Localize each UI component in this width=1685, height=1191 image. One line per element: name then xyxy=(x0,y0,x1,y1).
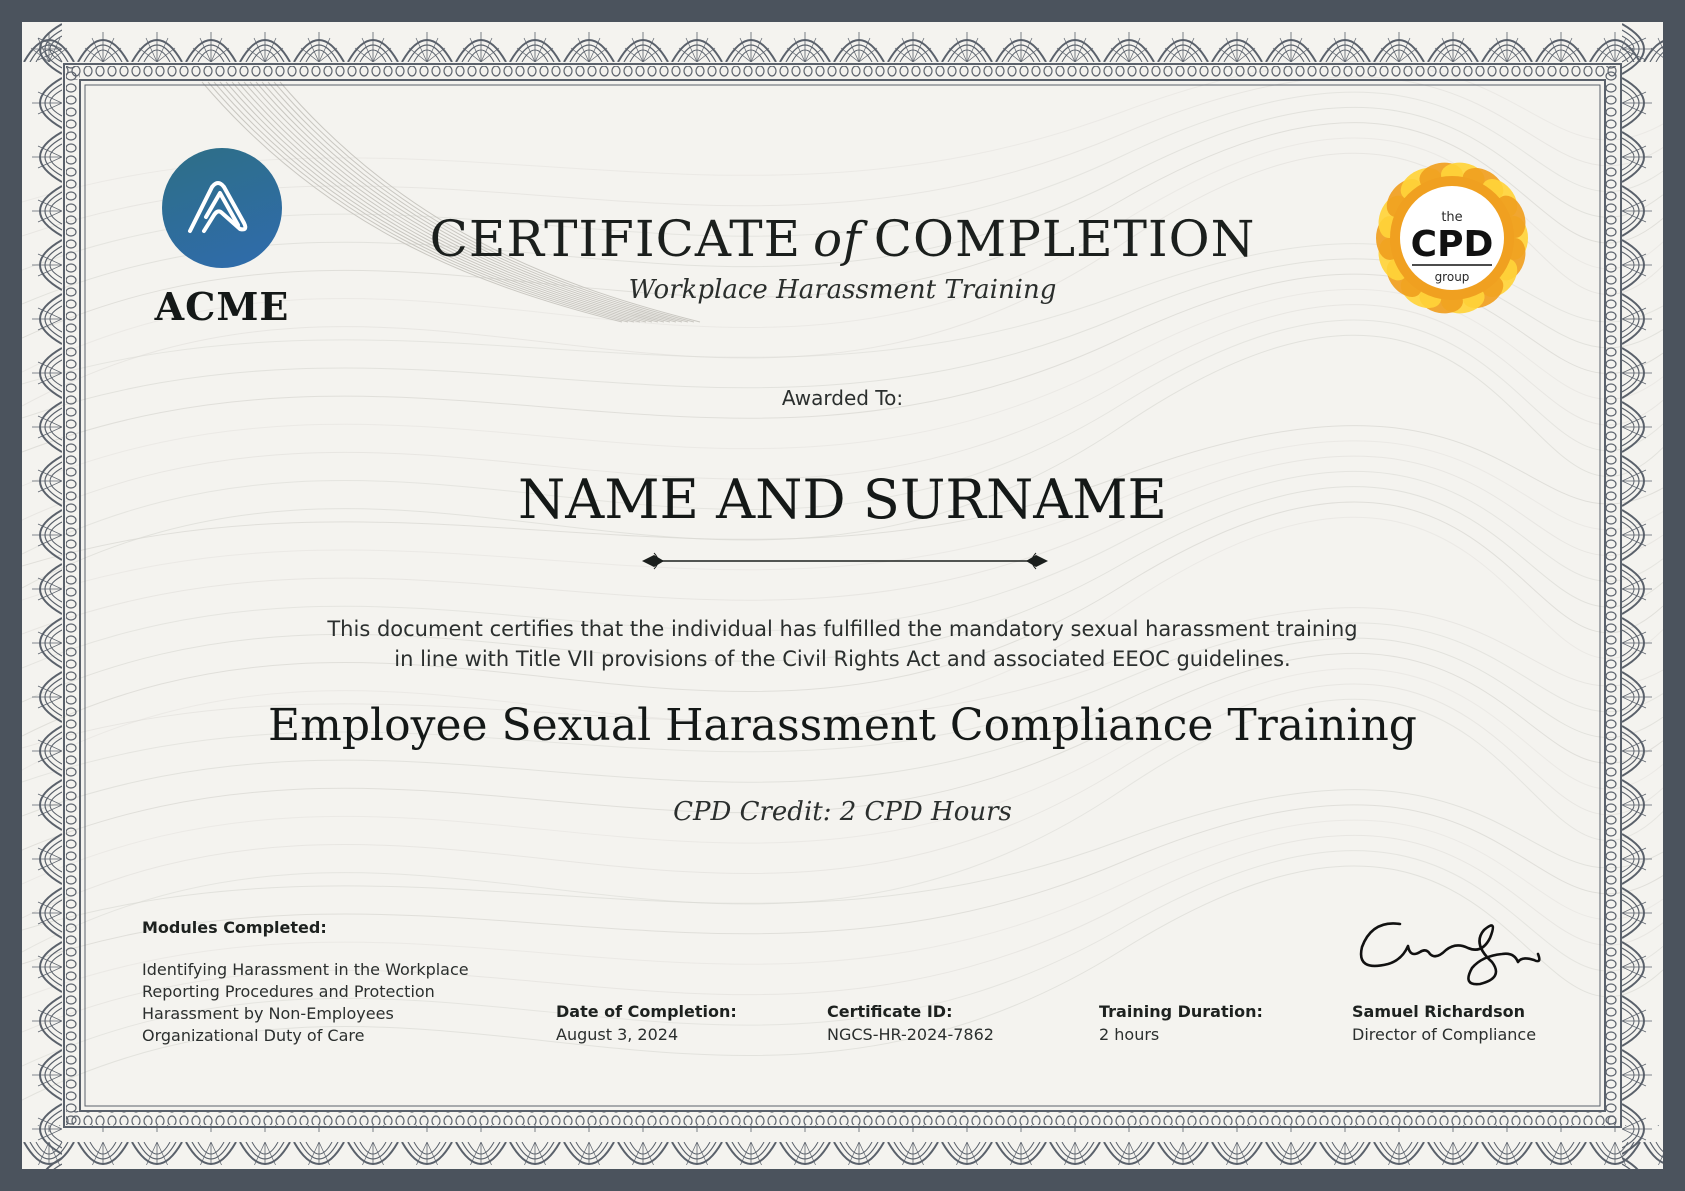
title-right: COMPLETION xyxy=(873,210,1256,268)
awarded-label: Awarded To: xyxy=(781,386,904,410)
signatory-block xyxy=(1352,1002,1572,1044)
ornamental-divider xyxy=(640,550,1050,572)
seal-bottom-text: group xyxy=(1434,270,1470,284)
signatory-title: Director of Compliance xyxy=(1352,1025,1537,1044)
module-item: Harassment by Non-Employees xyxy=(142,1004,394,1023)
modules-section xyxy=(142,918,482,1047)
title-left: CERTIFICATE xyxy=(429,210,802,268)
duration-label: Training Duration: xyxy=(1099,1002,1263,1021)
certificate-id-label: Certificate ID: xyxy=(827,1002,953,1021)
duration-block xyxy=(1099,1002,1339,1044)
module-item: Identifying Harassment in the Workplace xyxy=(142,960,469,979)
seal-main-text: CPD xyxy=(1410,224,1494,265)
completion-date-block xyxy=(556,1002,796,1044)
module-item: Organizational Duty of Care xyxy=(142,1026,365,1045)
signature-image xyxy=(1322,902,1562,992)
certificate-id-value: NGCS-HR-2024-7862 xyxy=(827,1025,994,1044)
acme-logo-text: ACME xyxy=(154,284,290,329)
certificate-id-block xyxy=(827,1002,1067,1044)
certificate-subtitle: Workplace Harassment Training xyxy=(628,275,1057,305)
modules-title: Modules Completed: xyxy=(142,918,327,937)
date-value: August 3, 2024 xyxy=(556,1025,679,1044)
certificate-paper xyxy=(22,22,1663,1169)
cpd-credit: CPD Credit: 2 CPD Hours xyxy=(673,797,1012,827)
recipient-name: NAME AND SURNAME xyxy=(518,468,1167,531)
title-of: of xyxy=(813,212,862,268)
signatory-name: Samuel Richardson xyxy=(1352,1002,1526,1021)
duration-value: 2 hours xyxy=(1099,1025,1160,1044)
date-label: Date of Completion: xyxy=(556,1002,737,1021)
certification-statement: This document certifies that the individual has fulfilled the mandatory sexual harassment training in line with Title VII provisions of the Civil Rights Act and associated EEOC guidelines. xyxy=(327,617,1358,671)
seal-top-text: the xyxy=(1441,210,1463,225)
course-title: Employee Sexual Harassment Compliance Training xyxy=(268,700,1417,751)
certificate-title xyxy=(22,210,1663,268)
module-item: Reporting Procedures and Protection xyxy=(142,982,435,1001)
